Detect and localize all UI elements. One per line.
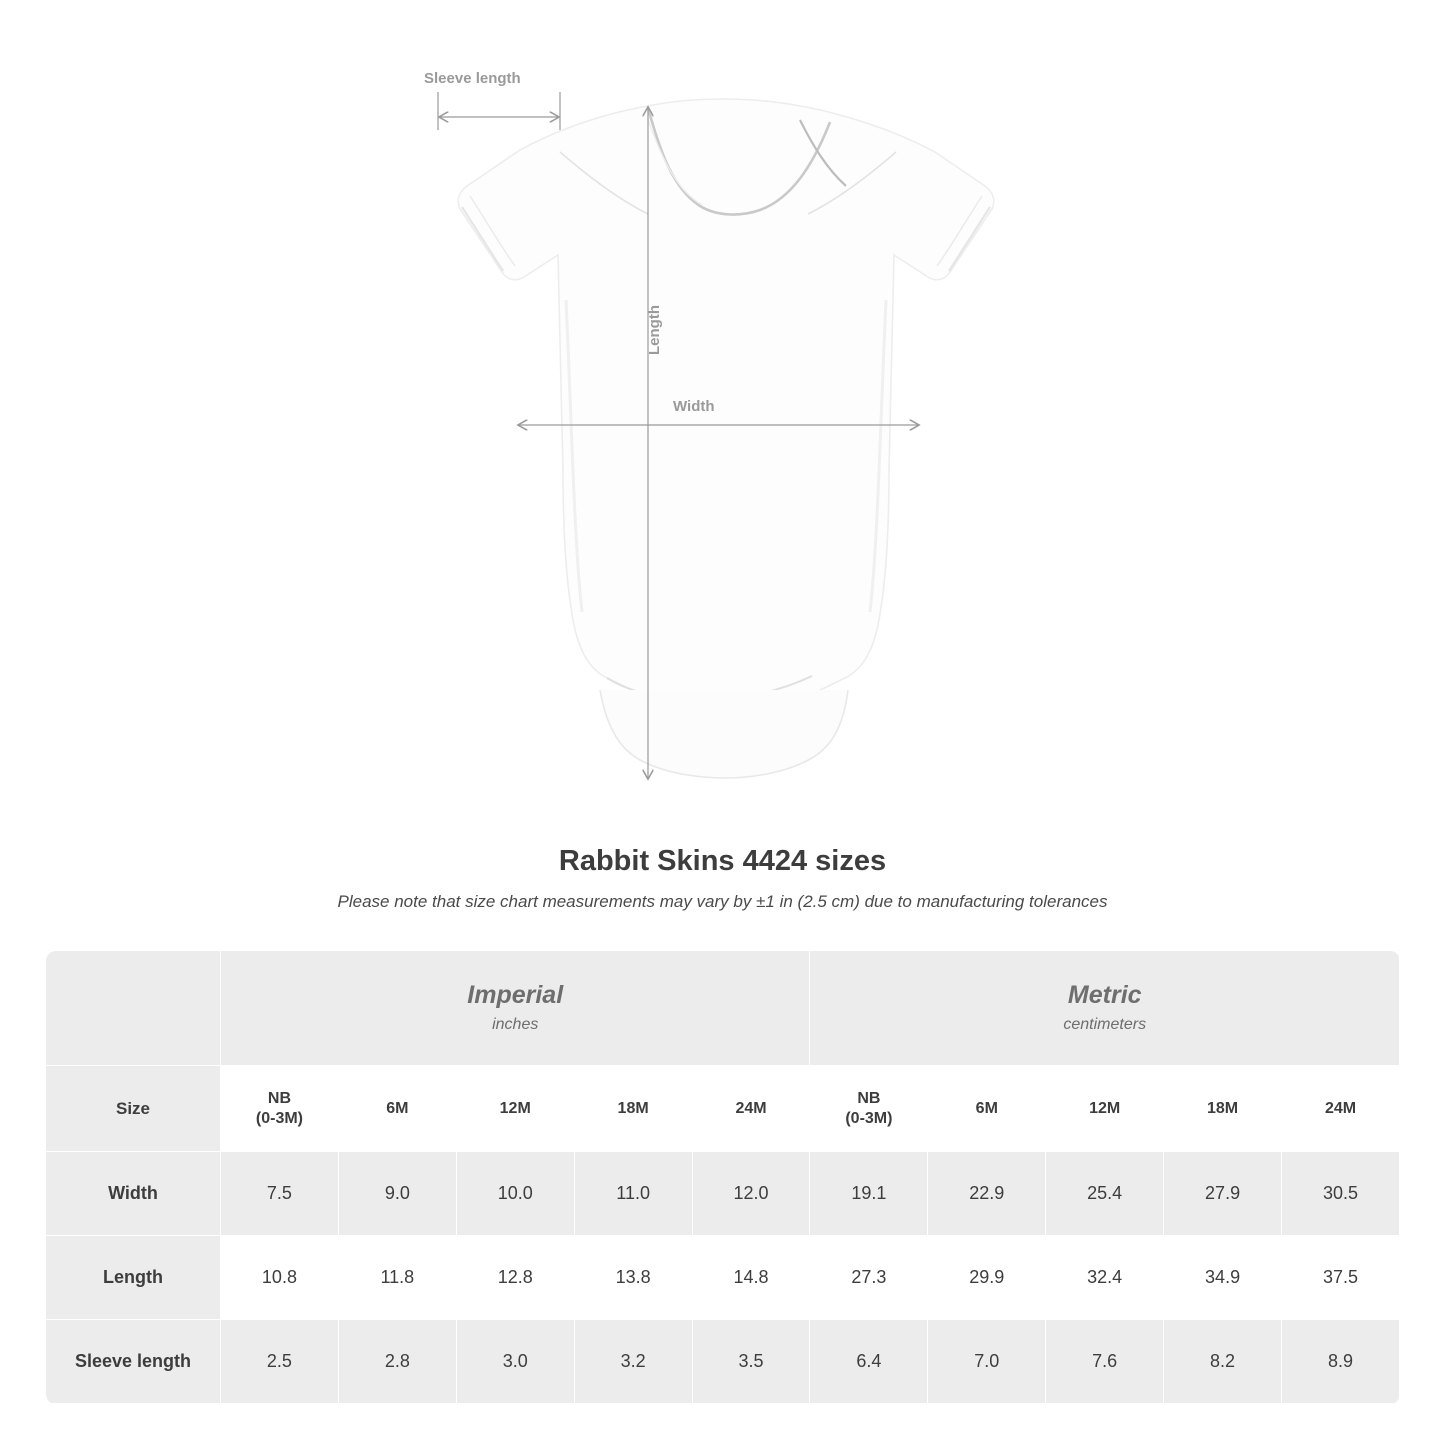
table-cell: 7.6 — [1046, 1320, 1164, 1404]
row-label: Width — [46, 1152, 221, 1236]
column-header-main: 6M — [975, 1099, 998, 1117]
size-table — [45, 950, 1400, 1404]
table-cell: 37.5 — [1282, 1236, 1400, 1320]
table-cell: 10.8 — [221, 1236, 339, 1320]
column-header-sub: (0-3M) — [255, 1109, 303, 1127]
table-cell: 27.9 — [1164, 1152, 1282, 1236]
table-cell: 6.4 — [810, 1320, 928, 1404]
table-cell: 25.4 — [1046, 1152, 1164, 1236]
unit-sub-label: inches — [492, 1015, 539, 1033]
column-header-cell — [1164, 1066, 1282, 1152]
size-column-header: Size — [46, 1066, 221, 1152]
table-cell: 8.9 — [1282, 1320, 1400, 1404]
table-corner-cell — [46, 951, 221, 1066]
column-header-main: NB — [267, 1089, 291, 1107]
table-cell: 11.8 — [338, 1236, 456, 1320]
column-header-main: 12M — [499, 1099, 531, 1117]
table-cell: 14.8 — [692, 1236, 810, 1320]
table-cell: 10.0 — [456, 1152, 574, 1236]
column-header-main: 6M — [386, 1099, 409, 1117]
table-cell: 8.2 — [1164, 1320, 1282, 1404]
column-header-main: NB — [857, 1089, 881, 1107]
sleeve-length-dimension-label: Sleeve length — [424, 70, 521, 87]
column-header-cell — [221, 1066, 339, 1152]
table-row — [46, 1320, 1400, 1404]
table-cell: 27.3 — [810, 1236, 928, 1320]
table-cell: 12.0 — [692, 1152, 810, 1236]
table-row — [46, 1152, 1400, 1236]
row-label: Length — [46, 1236, 221, 1320]
column-header-sub: (0-3M) — [845, 1109, 893, 1127]
table-cell: 12.8 — [456, 1236, 574, 1320]
unit-group-imperial — [221, 951, 810, 1066]
table-cell: 13.8 — [574, 1236, 692, 1320]
unit-system-label: Metric — [1067, 981, 1142, 1010]
column-header-row — [46, 1066, 1400, 1152]
table-cell: 22.9 — [928, 1152, 1046, 1236]
table-cell: 29.9 — [928, 1236, 1046, 1320]
table-cell: 7.5 — [221, 1152, 339, 1236]
table-cell: 3.2 — [574, 1320, 692, 1404]
width-dimension-label: Width — [673, 398, 715, 415]
column-header-cell — [928, 1066, 1046, 1152]
unit-group-metric — [810, 951, 1400, 1066]
table-cell: 3.0 — [456, 1320, 574, 1404]
bodysuit-body — [458, 99, 994, 778]
column-header-main: 24M — [735, 1099, 767, 1117]
column-header-main: 12M — [1089, 1099, 1121, 1117]
column-header-cell — [456, 1066, 574, 1152]
column-header-cell — [338, 1066, 456, 1152]
column-header-main: 18M — [617, 1099, 649, 1117]
table-cell: 11.0 — [574, 1152, 692, 1236]
length-dimension-label: Length — [646, 305, 663, 355]
column-header-cell — [810, 1066, 928, 1152]
table-row — [46, 1236, 1400, 1320]
row-label: Sleeve length — [46, 1320, 221, 1404]
unit-sub-label: centimeters — [1063, 1015, 1147, 1033]
table-cell: 9.0 — [338, 1152, 456, 1236]
table-cell: 3.5 — [692, 1320, 810, 1404]
unit-group-row — [46, 951, 1400, 1066]
table-cell: 30.5 — [1282, 1152, 1400, 1236]
column-header-cell — [692, 1066, 810, 1152]
size-table-container — [45, 950, 1400, 1404]
measurement-tolerance-note: Please note that size chart measurements may vary by ±1 in (2.5 cm) due to manufacturing tolerances — [337, 892, 1108, 911]
table-cell: 19.1 — [810, 1152, 928, 1236]
column-header-cell — [574, 1066, 692, 1152]
table-cell: 2.8 — [338, 1320, 456, 1404]
column-header-main: 24M — [1324, 1099, 1357, 1117]
column-header-main: 18M — [1207, 1099, 1239, 1117]
table-cell: 32.4 — [1046, 1236, 1164, 1320]
chart-heading-block — [0, 845, 1445, 912]
table-cell: 2.5 — [221, 1320, 339, 1404]
unit-system-label: Imperial — [467, 981, 564, 1010]
column-header-cell — [1046, 1066, 1164, 1152]
column-header-cell — [1282, 1066, 1400, 1152]
page-title: Rabbit Skins 4424 sizes — [558, 845, 887, 877]
table-cell: 7.0 — [928, 1320, 1046, 1404]
table-cell: 34.9 — [1164, 1236, 1282, 1320]
